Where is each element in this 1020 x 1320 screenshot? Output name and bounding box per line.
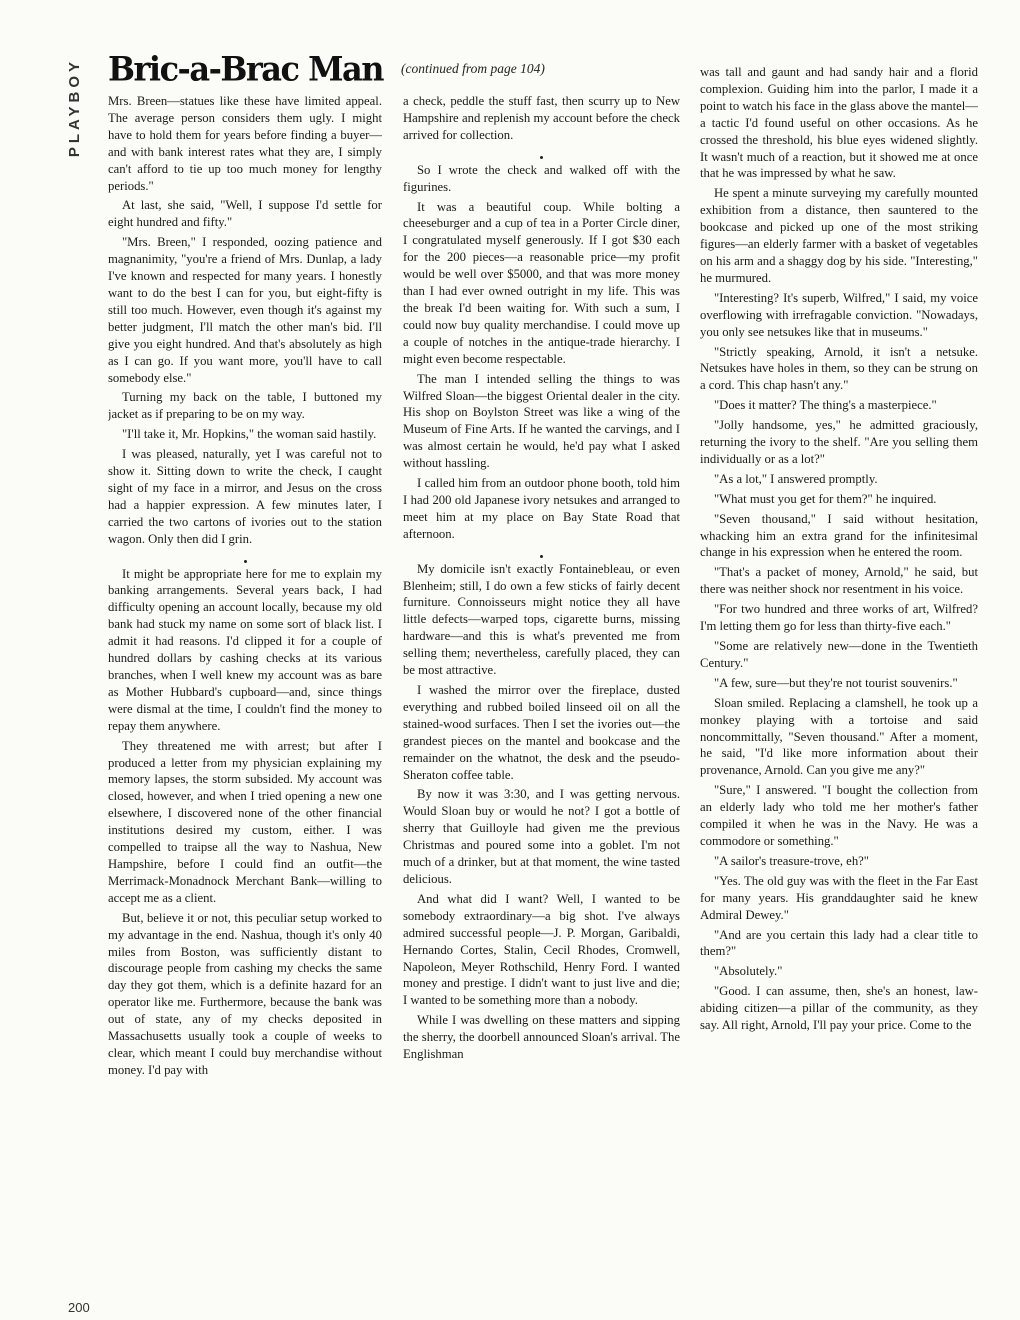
paragraph: "Mrs. Breen," I responded, oozing patience and magnanimity, "you're a friend of Mrs. Dunlap, a lady I've known and respected for many years. I honestly want to do the best I can for you, but eight-fifty is still too much. However, even though it's against my better judgment, I'll match the other man's bid. I'll give you eight hundred. And that's absolutely as high as I can go. If you want more, you'll have to call somebody else." [108, 235, 382, 385]
paragraph: "What must you get for them?" he inquired. [714, 491, 937, 506]
paragraph: "A few, sure—but they're not tourist souvenirs." [714, 675, 958, 690]
paragraph: They threatened me with arrest; but after I produced a letter from my physician explaining my memory lapses, the storm subsided. My account was closed, however, and when I tried opening a new one elsewhere, I discovered none of the other financial institutions desired my custom, either. I was compelled to traipse all the way to Nashua, New Hampshire, before I could find an outfit—the Merrimack-Monadnock Merchant Bank—willing to accept me as a client. [108, 738, 382, 905]
story-header [108, 50, 668, 94]
paragraph: "Absolutely." [714, 964, 783, 979]
paragraph: Turning my back on the table, I buttoned my jacket as if preparing to be on my way. [108, 390, 382, 422]
paragraph: So I wrote the check and walked off with the figurines. [403, 162, 680, 194]
paragraph: "For two hundred and three works of art, Wilfred? I'm letting them go for less than thirty-five each." [700, 602, 978, 634]
paragraph: was tall and gaunt and had sandy hair and a florid complexion. Guiding him into the parlor, I made it a point to watch his face in the glass above the mantel—a tactic I'd found useful on other occasions. As he crossed the threshold, his blue eyes widened slightly. It wasn't much of a reaction, but it showed me at once that he was impressed by what he saw. [700, 65, 978, 181]
paragraph: "Seven thousand," I said without hesitation, whacking him an extra grand for the infinitesimal change in his expression when he entered the room. [700, 511, 978, 560]
section-break-dot [540, 555, 543, 558]
paragraph: "Sure," I answered. "I bought the collection from an elderly lady who told me her mother's father compiled it when he was in the Navy. He was a commodore or something." [700, 783, 978, 848]
article-column-1 [108, 93, 382, 1311]
paragraph: "I'll take it, Mr. Hopkins," the woman said hastily. [122, 427, 377, 442]
paragraph: By now it was 3:30, and I was getting nervous. Would Sloan buy or would he not? I got a bottle of sherry that Guilloyle had given me the previous Christmas and poured some into a goblet. I'm not much of a drinker, but at that moment, the wine tasted delicious. [403, 787, 680, 886]
paragraph: a check, peddle the stuff fast, then scurry up to New Hampshire and replenish my account before the check arrived for collection. [403, 94, 680, 142]
paragraph: "And are you certain this lady had a clear title to them?" [700, 927, 978, 959]
section-break-dot [540, 156, 543, 159]
article-column-3 [700, 64, 978, 1312]
section-break-dot [244, 560, 247, 563]
paragraph: I washed the mirror over the fireplace, dusted everything and rubbed boiled linseed oil on all the stained-wood surfaces. Then I set the ivories out—the grandest pieces on the mantel and bookcase and the remainder on the whatnot, the desk and the pseudo-Sheraton coffee table. [403, 683, 680, 782]
section-break [403, 147, 680, 159]
section-break [403, 546, 680, 558]
paragraph: And what did I want? Well, I wanted to be somebody extraordinary—a big shot. I've always admired successful people—J. P. Morgan, Garibaldi, Hernando Cortes, Stalin, Cecil Rhodes, Cromwell, Napoleon, Meyer Rothschild, Henry Ford. I wanted money and prestige. I didn't want to just live and die; I wanted to be something more than a nobody. [403, 891, 680, 1008]
paragraph: Mrs. Breen—statues like these have limited appeal. The average person considers them ugly. I might have to hold them for years before finding a buyer—and with bank interest rates what they are, I simply can't afford to tie up too much money for lengthy periods." [108, 94, 382, 193]
paragraph: "A sailor's treasure-trove, eh?" [714, 853, 869, 868]
paragraph: It was a beautiful coup. While bolting a cheeseburger and a cup of tea in a Porter Circle diner, I congratulated myself generously. If I got $30 each for the 200 pieces—a reasonable price—my profit would be well over $5000, and that was more money than I had ever owned outright in my life. This was the break I'd been waiting for. With such a sum, I could now buy quality merchandise. I could move up a couple of notches in the antique-trade hierarchy. I might even become respectable. [403, 199, 680, 366]
paragraph: "Jolly handsome, yes," he admitted graciously, returning the ivory to the shelf. "Are you selling them individually or as a lot?" [700, 418, 978, 466]
paragraph: While I was dwelling on these matters and sipping the sherry, the doorbell announced Sloan's arrival. The Englishman [403, 1013, 680, 1062]
section-break [108, 551, 382, 563]
paragraph: He spent a minute surveying my carefully mounted exhibition from a distance, then sauntered to the bookcase and picked up one of the most striking figures—an elderly farmer with a basket of vegetables on his arm and a shaggy dog by his side. "Interesting," he murmured. [700, 186, 978, 285]
paragraph: The man I intended selling the things to was Wilfred Sloan—the biggest Oriental dealer in the city. His shop on Boylston Street was like a wing of the Museum of Fine Arts. If he wanted the carvings, and I was almost certain he would, he'd pay what I asked without hassling. [403, 371, 680, 471]
paragraph: My domicile isn't exactly Fontainebleau, or even Blenheim; still, I do own a few sticks of fairly decent furniture. Connoisseurs might notice they all have little defects—warped tops, cigarette burns, missing hardware—and this is what's prevented me from selling them; nevertheless, carefully placed, they can be most attractive. [403, 561, 680, 678]
paragraph: "Strictly speaking, Arnold, it isn't a netsuke. Netsukes have holes in them, so they can be strung on a cord. This chap hasn't any." [700, 344, 978, 393]
paragraph: "That's a packet of money, Arnold," he said, but there was neither shock nor resentment in his voice. [700, 565, 978, 597]
paragraph: "As a lot," I answered promptly. [714, 471, 878, 486]
paragraph: "Some are relatively new—done in the Twentieth Century." [700, 639, 978, 670]
paragraph: Sloan smiled. Replacing a clamshell, he took up a monkey playing with a tortoise and said noncommittally, "Seven thousand." After a moment, he said, "I'd like more information about their provenance, Arnold. Can you give me any?" [700, 695, 978, 778]
paragraph: "Yes. The old guy was with the fleet in the Far East for many years. His granddaughter said he knew Admiral Dewey." [700, 873, 978, 922]
story-title: Bric-a-Brac Man [108, 49, 384, 89]
paragraph: It might be appropriate here for me to explain my banking arrangements. Several years back, I had difficulty opening an account locally, because my old bank had stuck my name on some sort of black list. I admit it had reasons. I'd clipped it for a couple of hundred dollars by cashing checks at its various branches, when I well knew my account was as bare as Mother Hubbard's cupboard—and, since things were dismal at the time, I couldn't find the money to repay them anywhere. [108, 566, 382, 733]
paragraph: "Interesting? It's superb, Wilfred," I said, my voice overflowing with irrefragable conviction. "Nowadays, you only see netsukes like that in museums." [700, 290, 978, 339]
magazine-name-vertical: PLAYBOY [66, 58, 83, 158]
paragraph: I called him from an outdoor phone booth, told him I had 200 old Japanese ivory netsukes and arranged to meet him at my place on Bay State Road that afternoon. [403, 476, 680, 541]
paragraph: At last, she said, "Well, I suppose I'd settle for eight hundred and fifty." [108, 198, 382, 230]
paragraph: I was pleased, naturally, yet I was careful not to show it. Sitting down to write the check, I caught sight of my face in a mirror, and Jesus on the cross had a happier expression. A few minutes later, I carried the two cartons of ivories out to the station wagon. Only then did I grin. [108, 447, 382, 546]
page-number: 200 [68, 1300, 90, 1315]
article-column-2 [403, 93, 680, 1311]
paragraph: "Good. I can assume, then, she's an honest, law-abiding citizen—a pillar of the community, as they say. All right, Arnold, I'll pay your price. Come to the [700, 984, 978, 1033]
paragraph: But, believe it or not, this peculiar setup worked to my advantage in the end. Nashua, though it's only 40 miles from Boston, was sufficiently distant to discourage people from cashing my checks the same day they got them, which is a definite hazard for an operator like me. Furthermore, because the bank was out of state, any of my checks deposited in Massachusetts usually took a couple of weeks to clear, which meant I could buy merchandise without money. I'd pay with [108, 910, 382, 1077]
continued-note: (continued from page 104) [401, 61, 545, 76]
paragraph: "Does it matter? The thing's a masterpiece." [714, 398, 937, 413]
